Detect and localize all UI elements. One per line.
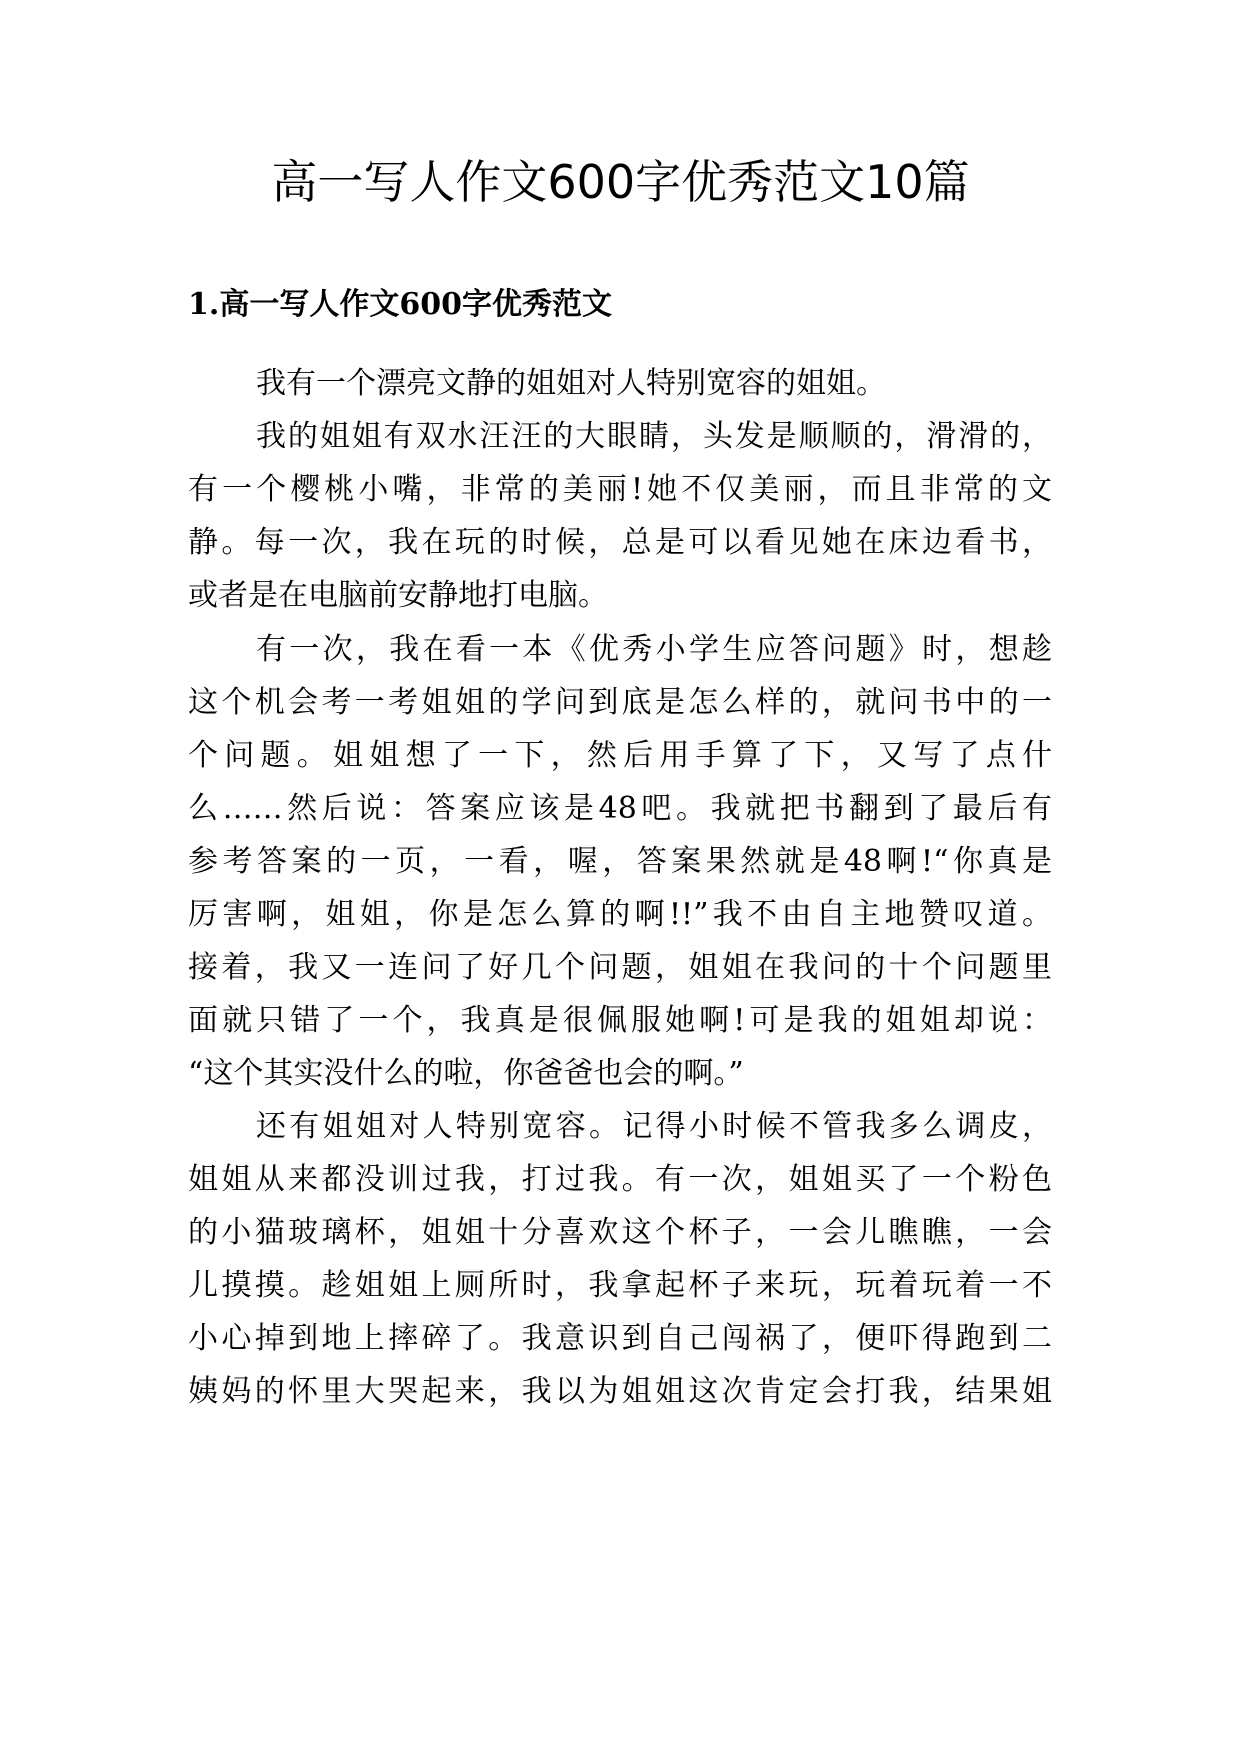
section-heading: 1.高一写人作文600字优秀范文 (188, 287, 612, 322)
paragraph-line: 厉害啊，姐姐，你是怎么算的啊!!”我不由自主地赞叹道。 (188, 897, 1052, 932)
paragraph-line: 这个机会考一考姐姐的学问到底是怎么样的，就问书中的一 (188, 685, 1052, 720)
paragraph-line: 的小猫玻璃杯，姐姐十分喜欢这个杯子，一会儿瞧瞧，一会 (188, 1215, 1052, 1250)
paragraph-line: 或者是在电脑前安静地打电脑。 (188, 578, 608, 613)
paragraph-line: 有一次，我在看一本《优秀小学生应答问题》时，想趁 (256, 632, 1052, 667)
paragraph-line: 参考答案的一页，一看，喔，答案果然就是48啊!“你真是 (188, 844, 1052, 879)
document-title: 高一写人作文600字优秀范文10篇 (271, 155, 970, 209)
paragraph-line: 我有一个漂亮文静的姐姐对人特别宽容的姐姐。 (256, 366, 886, 401)
paragraph-line: 静。每一次，我在玩的时候，总是可以看见她在床边看书， (188, 525, 1052, 560)
paragraph-line: 接着，我又一连问了好几个问题，姐姐在我问的十个问题里 (188, 950, 1052, 985)
paragraph-line: “这个其实没什么的啦，你爸爸也会的啊。” (188, 1056, 744, 1091)
paragraph-line: 面就只错了一个，我真是很佩服她啊!可是我的姐姐却说： (188, 1003, 1052, 1038)
paragraph-line: 么……然后说：答案应该是48吧。我就把书翻到了最后有 (188, 791, 1052, 826)
paragraph-line: 还有姐姐对人特别宽容。记得小时候不管我多么调皮， (256, 1109, 1052, 1144)
paragraph-line: 小心掉到地上摔碎了。我意识到自己闯祸了，便吓得跑到二 (188, 1321, 1052, 1356)
paragraph-line: 姐姐从来都没训过我，打过我。有一次，姐姐买了一个粉色 (188, 1162, 1052, 1197)
paragraph-line: 我的姐姐有双水汪汪的大眼睛，头发是顺顺的，滑滑的， (256, 419, 1052, 454)
paragraph-line: 姨妈的怀里大哭起来，我以为姐姐这次肯定会打我，结果姐 (188, 1374, 1052, 1409)
paragraph-line: 有一个樱桃小嘴，非常的美丽!她不仅美丽，而且非常的文 (188, 472, 1052, 507)
paragraph-line: 儿摸摸。趁姐姐上厕所时，我拿起杯子来玩，玩着玩着一不 (188, 1268, 1052, 1303)
paragraph-line: 个问题。姐姐想了一下，然后用手算了下，又写了点什 (188, 738, 1052, 773)
